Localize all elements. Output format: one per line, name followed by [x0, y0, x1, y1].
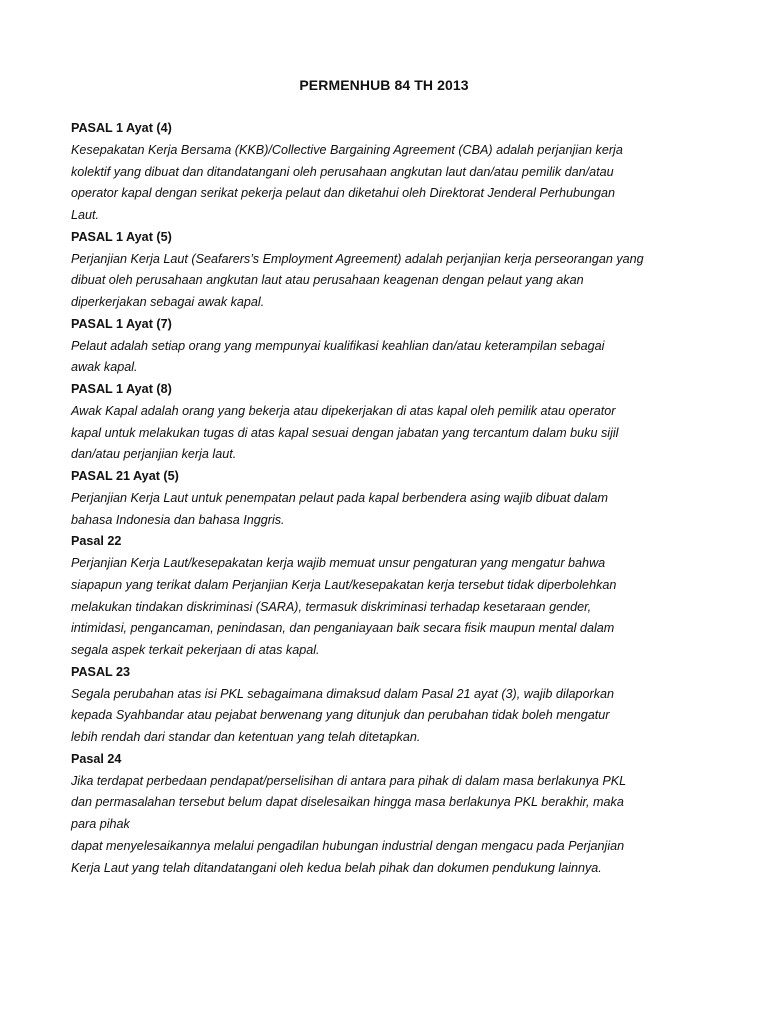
section-paragraph: [71, 249, 711, 314]
paragraph-line: dan/atau perjanjian kerja laut.: [71, 447, 237, 462]
section-pasal-23: [71, 662, 711, 749]
section-heading: PASAL 23: [71, 664, 131, 679]
section-pasal-1-ayat-4: [71, 118, 711, 227]
section-heading: Pasal 24: [71, 751, 122, 766]
paragraph-line: bahasa Indonesia dan bahasa Inggris.: [71, 512, 285, 527]
paragraph-line: Perjanjian Kerja Laut/kesepakatan kerja wajib memuat unsur pengaturan yang mengatur bahwa: [71, 556, 606, 570]
paragraph-line: Perjanjian Kerja Laut untuk penempatan pelaut pada kapal berbendera asing wajib dibuat dalam: [71, 490, 609, 505]
paragraph-line: Perjanjian Kerja Laut (Seafarers’s Employment Agreement) adalah perjanjian kerja perseorangan yang: [71, 251, 644, 266]
section-pasal-22: [71, 531, 711, 662]
section-pasal-24: [71, 749, 711, 880]
section-pasal-21-ayat-5: [71, 466, 711, 531]
paragraph-line: dan permasalahan tersebut belum dapat diselesaikan hingga masa berlakunya PKL berakhir, maka: [71, 795, 624, 810]
paragraph-line: Awak Kapal adalah orang yang bekerja atau dipekerjakan di atas kapal oleh pemilik atau operator: [71, 403, 616, 418]
paragraph-line: kepada Syahbandar atau pejabat berwenang yang ditunjuk dan perubahan tidak boleh mengatur: [71, 708, 610, 723]
section-heading: PASAL 1 Ayat (5): [71, 229, 172, 244]
section-pasal-1-ayat-5: [71, 227, 711, 314]
paragraph-line: kapal untuk melakukan tugas di atas kapal sesuai dengan jabatan yang tercantum dalam buku sijil: [71, 425, 619, 440]
paragraph-line: Kesepakatan Kerja Bersama (KKB)/Collective Bargaining Agreement (CBA) adalah perjanjian kerja: [71, 142, 623, 157]
paragraph-line: diperkerjakan sebagai awak kapal.: [71, 295, 265, 309]
section-paragraph: [71, 553, 711, 662]
section-heading: PASAL 1 Ayat (8): [71, 382, 172, 396]
paragraph-line: dapat menyelesaikannya melalui pengadilan hubungan industrial dengan mengacu pada Perjanjian: [71, 838, 625, 853]
section-heading: Pasal 22: [71, 534, 122, 549]
section-paragraph: [71, 684, 711, 749]
section-heading: PASAL 21 Ayat (5): [71, 469, 179, 483]
paragraph-line: siapapun yang terikat dalam Perjanjian Kerja Laut/kesepakatan kerja tersebut tidak diperbolehkan: [71, 577, 617, 592]
paragraph-line: lebih rendah dari standar dan ketentuan yang telah ditetapkan.: [71, 730, 421, 744]
section-heading: PASAL 1 Ayat (4): [71, 121, 172, 135]
paragraph-line: awak kapal.: [71, 360, 138, 375]
paragraph-line: Jika terdapat perbedaan pendapat/perselisihan di antara para pihak di dalam masa berlakunya PKL: [71, 773, 627, 788]
document-body: [71, 118, 711, 879]
paragraph-line: segala aspek terkait pekerjaan di atas kapal.: [71, 643, 320, 657]
document-title: PERMENHUB 84 TH 2013: [299, 77, 469, 93]
paragraph-line: Pelaut adalah setiap orang yang mempunyai kualifikasi keahlian dan/atau keterampilan sebagai: [71, 338, 605, 353]
paragraph-line: kolektif yang dibuat dan ditandatangani oleh perusahaan angkutan laut dan/atau pemilik dan/atau: [71, 164, 614, 179]
paragraph-line: Laut.: [71, 208, 100, 222]
section-pasal-1-ayat-7: [71, 314, 711, 379]
section-paragraph: [71, 401, 711, 466]
paragraph-line: para pihak: [71, 817, 130, 831]
paragraph-line: Segala perubahan atas isi PKL sebagaimana dimaksud dalam Pasal 21 ayat (3), wajib dilaporkan: [71, 686, 615, 701]
section-paragraph: [71, 488, 711, 532]
paragraph-line: melakukan tindakan diskriminasi (SARA), termasuk diskriminasi terhadap kesetaraan gender,: [71, 599, 592, 614]
section-paragraph: [71, 336, 711, 380]
paragraph-line: operator kapal dengan serikat pekerja pelaut dan diketahui oleh Direktorat Jenderal Perhubungan: [71, 186, 615, 201]
section-paragraph: [71, 140, 711, 227]
paragraph-line: dibuat oleh perusahaan angkutan laut atau perusahaan keagenan dengan pelaut yang akan: [71, 273, 584, 288]
paragraph-line: Kerja Laut yang telah ditandatangani oleh kedua belah pihak dan dokumen pendukung lainnya.: [71, 860, 602, 875]
section-heading: PASAL 1 Ayat (7): [71, 316, 172, 331]
section-paragraph: [71, 771, 711, 880]
paragraph-line: intimidasi, pengancaman, penindasan, dan penganiayaan baik secara fisik maupun mental dalam: [71, 621, 615, 636]
section-pasal-1-ayat-8: [71, 379, 711, 466]
